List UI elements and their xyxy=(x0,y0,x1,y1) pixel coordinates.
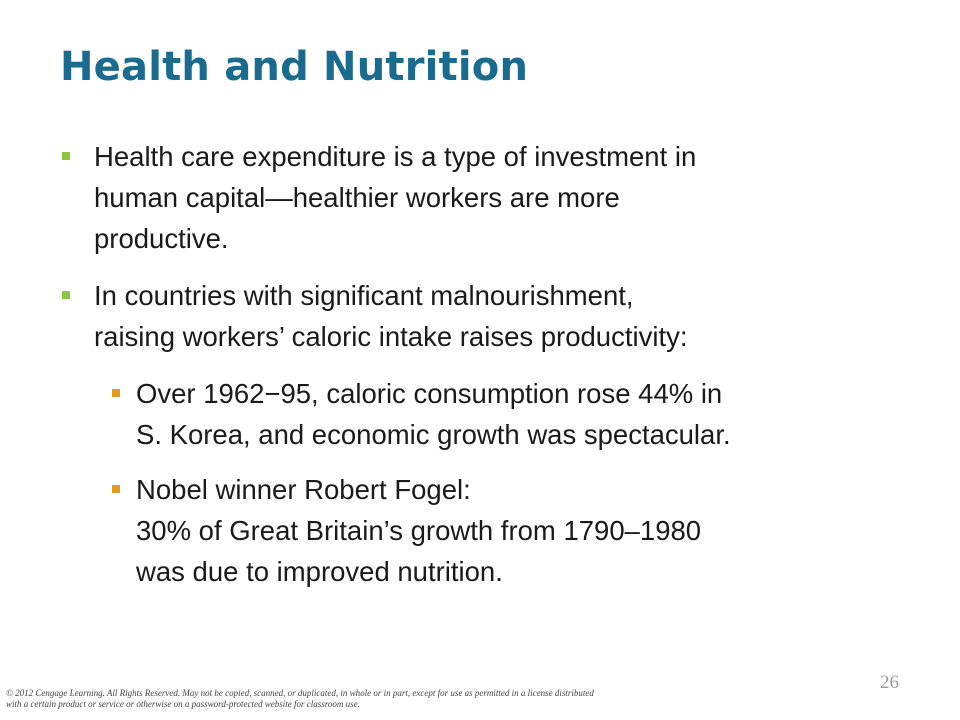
bullet-item-malnourishment xyxy=(56,275,916,357)
copyright-notice: © 2012 Cengage Learning. All Rights Reserved. May not be copied, scanned, or duplicated, in whole or in part, except for use as permitted in a license distributed with a certain product or service or otherwise on a password-protected website for classroom use. xyxy=(6,688,594,709)
bullet-list xyxy=(56,136,916,592)
bullet-square-icon xyxy=(62,291,70,299)
bullet-line: productive. xyxy=(94,223,229,254)
bullet-line: human capital—healthier workers are more xyxy=(94,182,620,213)
bullet-square-icon xyxy=(62,152,70,160)
bullet-line: S. Korea, and economic growth was spectacular. xyxy=(136,419,731,450)
slide-title: Health and Nutrition xyxy=(60,44,529,90)
bullet-item-health-care xyxy=(56,136,916,259)
page-number: 26 xyxy=(880,672,899,693)
bullet-line: In countries with significant malnourishment, xyxy=(94,280,634,311)
bullet-line: raising workers’ caloric intake raises productivity: xyxy=(94,321,688,352)
subbullet-item-fogel xyxy=(56,469,916,592)
subbullet-square-icon xyxy=(112,389,120,397)
subbullet-square-icon xyxy=(112,485,120,493)
bullet-line: Nobel winner Robert Fogel: xyxy=(136,474,471,505)
bullet-line: Over 1962−95, caloric consumption rose 44% in xyxy=(136,378,723,409)
bullet-line: Health care expenditure is a type of investment in xyxy=(94,141,697,172)
bullet-line: was due to improved nutrition. xyxy=(136,556,503,587)
subbullet-item-korea xyxy=(56,373,916,455)
bullet-line: 30% of Great Britain’s growth from 1790–1980 xyxy=(136,515,702,546)
